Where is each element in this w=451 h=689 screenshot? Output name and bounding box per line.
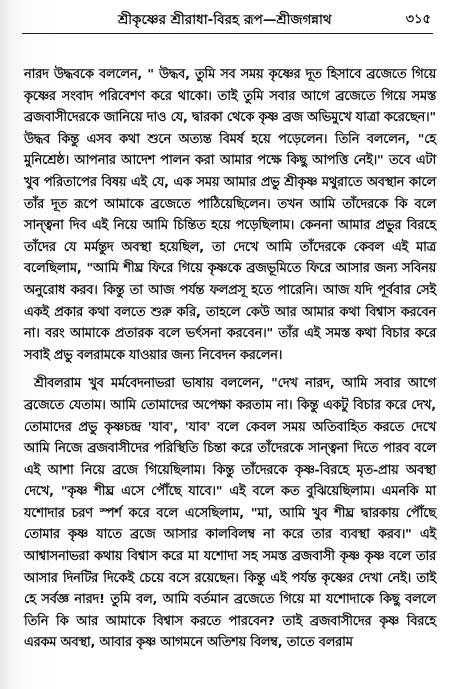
chapter-title: শ্রীকৃষ্ণের শ্রীরাধা-বিরহ রূপ—শ্রীজগন্নাথ — [118, 12, 332, 28]
paragraph-1: নারদ উদ্ধবকে বললেন, " উদ্ধব, তুমি সব সময় কৃষ্ণের দূত হিসাবে ব্রজেতে গিয়ে কৃষ্ণের সংবাদ পরিবেশণ করে থাকো। তাই তুমি সবার আগে ব্রজেতে গিয়ে সমস্ত ব্রজবাসীদেরকে জানিয়ে দাও যে, দ্বারকা থেকে কৃষ্ণ ব্রজ অভিমুখে যাত্রা করেছেন।" উদ্ধব কিন্তু এসব কথা শুনে অত্যন্ত বিমর্ষ হয়ে পড়েলেন। তিনি বললেন, "হে মুনিশ্রেষ্ঠ। আপনার আদেশ পালন করা আমার পক্ষে কিছু আপত্তি নেই।" তবে এটা খুব পরিতাপের বিষয় এই যে, এক সময় আমার প্রভু শ্রীকৃষ্ণ মথুরাতে অবস্থান কালে তাঁর দূত রূপে আমাকে ব্রজেতে পাঠিয়েছিলেন। তখন আমি তাঁদেরকে কি বলে সান্ত্বনা দিব এই নিয়ে আমি চিন্তিত হয়ে পড়েছিলাম। কেননা আমার প্রভুর বিরহে তাঁদের যে মর্মন্তুদ অবস্থা হয়েছিল, তা দেখে আমি তাঁদেরকে কেবল এই মাত্র বলেছিলাম, "আমি শীঘ্র ফিরে গিয়ে কৃষ্ণকে ব্রজভূমিতে ফিরে আসার জন্য সবিনয় অনুরোধ করব। কিন্তু তা আজ পর্যন্ত ফলপ্রসূ হতে পারেনি। আজ যদি পূর্ববার সেই একই প্রকার কথা বলতে শুরু করি, তাহলে কেউ আর আমার কথা বিশ্বাস করবেন না। বরং আমাকে প্রতারক বলে ভর্ৎসনা করবেন।" তাঁর এই সমস্ত কথা বিচার করে সবাই প্রভু বলরামকে যাওয়ার জন্য নিবেদন করলেন। — [24, 67, 436, 363]
running-header — [0, 10, 451, 30]
header-rule — [22, 33, 433, 34]
paragraph-2: শ্রীবলরাম খুব মর্মবেদনাভরা ভাষায় বললেন, "দেখ নারদ, আমি সবার আগে ব্রজেতে যেতাম। আমি তোমাদের অপেক্ষা করতাম না। কিন্তু একটু বিচার করে দেখ, তোমাদের প্রভু কৃষ্ণচন্দ্র 'যাব', 'যাব' বলে কেবল সময় অতিবাহিত করতে দেখে আমি নিজে ব্রজবাসীদের পরিস্থিতি চিন্তা করে তাঁদেরকে সান্ত্বনা দিতে পারব বলে এই আশা নিয়ে ব্রজে গিয়েছিলাম। কিন্তু তাঁদেরকে কৃষ্ণ-বিরহে মৃত-প্রায় অবস্থা দেখে, "কৃষ্ণ শীঘ্র এসে পৌঁছে যাবে।" এই বলে কত বুঝিয়েছিলাম। এমনকি মা যশোদার চরণ স্পর্শ করে বলে এসেছিলাম, "মা, আমি খুব শীঘ্র দ্বারকায় পৌঁছে তোমার কৃষ্ণ যাতে ব্রজে আসার কালবিলম্ব না করে তার ব্যবস্থা করব।" এই আশ্বাসনাভরা কথায় বিশ্বাস করে মা যশোদা সহ সমস্ত ব্রজবাসী কৃষ্ণ কৃষ্ণ বলে তার আসার দিনটির দিকেই চেয়ে বসে রয়েছেন। কিন্তু এই পর্যন্ত কৃষ্ণের দেখা নেই। তাই হে সর্বজ্ঞ নারদ! তুমি বল, আমি বর্তমান ব্রজেতে গিয়ে মা যশোদাকে কিছু বললে তিনি কি আর আমাকে বিশ্বাস করতে পারবেন? তাই ব্রজবাসীদের কৃষ্ণ বিরহে এরকম অবস্থা, আবার কৃষ্ণ আগমনে অতিশয় বিলম্ব, তাতে বলরাম — [24, 376, 436, 651]
body-text — [24, 64, 436, 654]
page-number: ৩১৫ — [405, 12, 431, 27]
